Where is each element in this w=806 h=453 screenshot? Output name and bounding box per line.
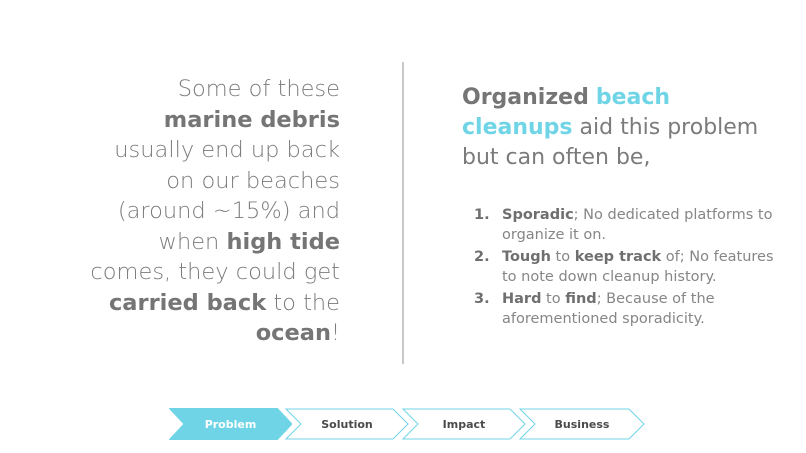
left-paragraph: [90, 74, 340, 349]
text-end-up-on-beaches: usually end up back on our beaches (around ~15%) and when: [114, 137, 340, 255]
text-aid-this-problem: aid this problem but can often be,: [462, 115, 759, 170]
text-keep-track: keep track: [574, 249, 662, 265]
text-comes-they-could: comes, they could get: [90, 259, 340, 285]
list-number: 2.: [474, 249, 490, 265]
text-hard: Hard: [502, 291, 542, 307]
step-label: Problem: [204, 417, 257, 431]
list-item-sporadic: [474, 205, 774, 245]
list-item-text: ; No dedicated platforms to organize it on.: [502, 207, 773, 243]
step-solution[interactable]: [285, 408, 409, 440]
text-tough: Tough: [502, 249, 551, 265]
problem-list: [474, 205, 774, 331]
text-find: find: [565, 291, 597, 307]
text-high-tide: high tide: [226, 228, 340, 255]
step-label: Business: [554, 417, 610, 431]
step-impact[interactable]: [402, 408, 526, 440]
text-exclamation: !: [330, 320, 340, 346]
text-to-the: to the: [273, 289, 340, 316]
text-beach-cleanups: beach cleanups: [462, 85, 671, 140]
list-item-text: to: [541, 291, 566, 307]
text-some-of-these: Some of these: [177, 76, 340, 102]
progress-steps: [169, 408, 649, 440]
list-item-text: to: [550, 249, 575, 265]
text-sporadic: Sporadic: [502, 207, 574, 223]
list-item-text: ; Because of the aforementioned sporadicity.: [502, 291, 715, 327]
list-item-tough: [474, 247, 774, 287]
text-ocean: ocean: [255, 320, 331, 346]
step-problem[interactable]: [169, 408, 292, 440]
step-label: Impact: [442, 417, 486, 431]
text-organized: Organized: [462, 85, 589, 110]
list-item-hard: [474, 289, 774, 329]
text-carried-back: carried back: [108, 289, 267, 316]
text-marine-debris: marine debris: [163, 106, 340, 133]
right-heading: [462, 83, 762, 173]
vertical-divider: [402, 62, 404, 364]
step-business[interactable]: [519, 408, 645, 440]
list-number: 1.: [474, 207, 490, 223]
step-label: Solution: [321, 417, 373, 431]
list-item-text: of; No features to note down cleanup history.: [502, 249, 774, 285]
list-number: 3.: [474, 291, 490, 307]
